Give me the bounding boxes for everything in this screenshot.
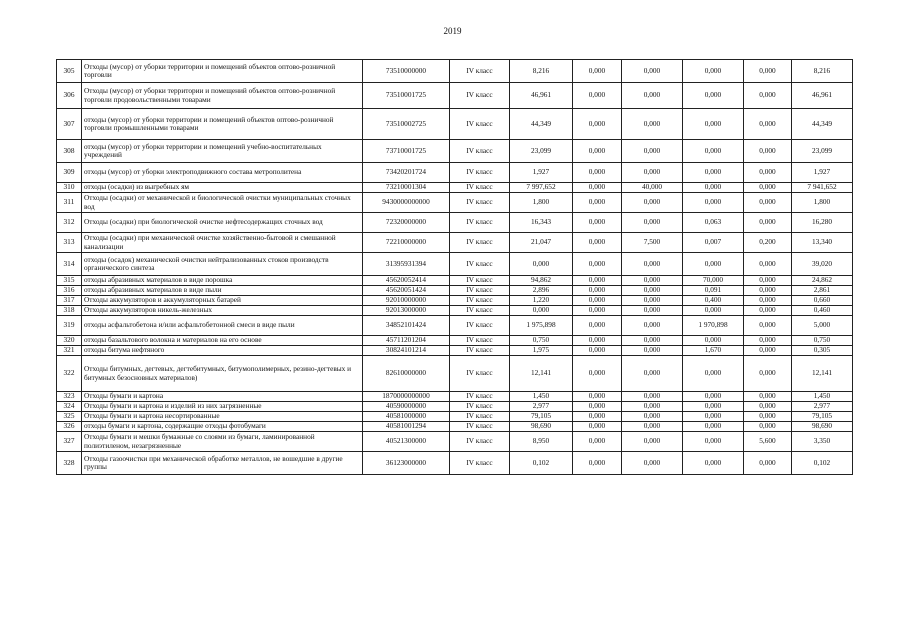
value-cell: 0,000 xyxy=(622,213,683,233)
value-cell: 0,000 xyxy=(573,356,622,392)
value-cell: 0,000 xyxy=(622,356,683,392)
row-number: 310 xyxy=(57,183,82,193)
row-number: 317 xyxy=(57,296,82,306)
table-row xyxy=(57,183,853,193)
waste-name: отходы абразивных материалов в виде порошка xyxy=(82,276,363,286)
value-cell: 7 997,652 xyxy=(510,183,573,193)
value-cell: 70,000 xyxy=(683,276,744,286)
value-cell: 0,000 xyxy=(683,336,744,346)
hazard-class: IV класс xyxy=(450,83,510,109)
value-cell: 0,000 xyxy=(683,422,744,432)
value-cell: 1 970,898 xyxy=(683,316,744,336)
value-cell: 0,000 xyxy=(573,193,622,213)
table-row xyxy=(57,296,853,306)
row-number: 315 xyxy=(57,276,82,286)
table-row xyxy=(57,60,853,83)
waste-name: Отходы газоочистки при механической обработке металлов, не вошедшие в другие группы xyxy=(82,452,363,475)
waste-name: Отходы (осадки) при механической очистке хозяйственно-бытовой и смешанной канализации xyxy=(82,233,363,253)
value-cell: 0,000 xyxy=(683,109,744,140)
value-cell: 0,000 xyxy=(573,233,622,253)
waste-code: 40581001294 xyxy=(363,422,450,432)
waste-name: отходы битума нефтяного xyxy=(82,346,363,356)
row-number: 327 xyxy=(57,432,82,452)
value-cell: 0,660 xyxy=(792,296,853,306)
row-number: 322 xyxy=(57,356,82,392)
value-cell: 0,000 xyxy=(744,422,792,432)
value-cell: 13,340 xyxy=(792,233,853,253)
waste-code: 73420201724 xyxy=(363,163,450,183)
value-cell: 0,000 xyxy=(573,336,622,346)
value-cell: 0,000 xyxy=(683,163,744,183)
value-cell: 16,343 xyxy=(510,213,573,233)
value-cell: 1,927 xyxy=(510,163,573,183)
value-cell: 46,961 xyxy=(510,83,573,109)
value-cell: 12,141 xyxy=(792,356,853,392)
waste-code: 73210001304 xyxy=(363,183,450,193)
value-cell: 8,216 xyxy=(792,60,853,83)
row-number: 318 xyxy=(57,306,82,316)
value-cell: 0,000 xyxy=(683,306,744,316)
value-cell: 0,000 xyxy=(683,412,744,422)
value-cell: 0,000 xyxy=(744,346,792,356)
value-cell: 0,102 xyxy=(792,452,853,475)
hazard-class: IV класс xyxy=(450,452,510,475)
value-cell: 0,000 xyxy=(744,286,792,296)
waste-code: 40581000000 xyxy=(363,412,450,422)
hazard-class: IV класс xyxy=(450,213,510,233)
value-cell: 2,896 xyxy=(510,286,573,296)
value-cell: 0,000 xyxy=(744,412,792,422)
waste-code: 40521300000 xyxy=(363,432,450,452)
value-cell: 79,105 xyxy=(510,412,573,422)
value-cell: 0,000 xyxy=(744,316,792,336)
hazard-class: IV класс xyxy=(450,60,510,83)
value-cell: 0,000 xyxy=(744,253,792,276)
value-cell: 0,305 xyxy=(792,346,853,356)
value-cell: 0,000 xyxy=(573,402,622,412)
value-cell: 0,200 xyxy=(744,233,792,253)
waste-code: 73710001725 xyxy=(363,140,450,163)
value-cell: 0,000 xyxy=(622,402,683,412)
value-cell: 1,927 xyxy=(792,163,853,183)
value-cell: 0,000 xyxy=(622,336,683,346)
value-cell: 46,961 xyxy=(792,83,853,109)
waste-name: Отходы (мусор) от уборки территории и помещений объектов оптово-розничной торговли xyxy=(82,60,363,83)
table-row xyxy=(57,356,853,392)
value-cell: 0,000 xyxy=(683,452,744,475)
waste-name: Отходы (осадки) от механической и биологической очистки муниципальных сточных вод xyxy=(82,193,363,213)
table-row xyxy=(57,193,853,213)
value-cell: 0,000 xyxy=(573,346,622,356)
row-number: 313 xyxy=(57,233,82,253)
value-cell: 0,000 xyxy=(744,356,792,392)
value-cell: 0,000 xyxy=(683,60,744,83)
waste-code: 9430000000000 xyxy=(363,193,450,213)
hazard-class: IV класс xyxy=(450,432,510,452)
waste-name: отходы (осадки) из выгребных ям xyxy=(82,183,363,193)
value-cell: 94,862 xyxy=(510,276,573,286)
table-row xyxy=(57,140,853,163)
value-cell: 0,750 xyxy=(510,336,573,346)
value-cell: 0,000 xyxy=(744,276,792,286)
value-cell: 0,000 xyxy=(573,163,622,183)
row-number: 308 xyxy=(57,140,82,163)
value-cell: 44,349 xyxy=(510,109,573,140)
value-cell: 1,450 xyxy=(510,392,573,402)
table-row xyxy=(57,163,853,183)
hazard-class: IV класс xyxy=(450,233,510,253)
value-cell: 0,102 xyxy=(510,452,573,475)
waste-code: 31395931394 xyxy=(363,253,450,276)
value-cell: 0,000 xyxy=(622,253,683,276)
value-cell: 12,141 xyxy=(510,356,573,392)
value-cell: 0,000 xyxy=(683,193,744,213)
waste-name: Отходы (мусор) от уборки территории и помещений объектов оптово-розничной торговли продовольственными товарами xyxy=(82,83,363,109)
value-cell: 0,000 xyxy=(573,296,622,306)
waste-name: отходы бумаги и картона, содержащие отходы фотобумаги xyxy=(82,422,363,432)
table-row xyxy=(57,253,853,276)
value-cell: 0,000 xyxy=(744,83,792,109)
hazard-class: IV класс xyxy=(450,356,510,392)
value-cell: 16,280 xyxy=(792,213,853,233)
table-row xyxy=(57,306,853,316)
value-cell: 0,000 xyxy=(744,193,792,213)
value-cell: 1 975,898 xyxy=(510,316,573,336)
value-cell: 0,000 xyxy=(622,452,683,475)
value-cell: 0,400 xyxy=(683,296,744,306)
value-cell: 5,000 xyxy=(792,316,853,336)
waste-name: Отходы бумаги и картона xyxy=(82,392,363,402)
value-cell: 40,000 xyxy=(622,183,683,193)
value-cell: 0,000 xyxy=(622,412,683,422)
value-cell: 98,690 xyxy=(792,422,853,432)
table-row xyxy=(57,109,853,140)
table-row xyxy=(57,422,853,432)
table-row xyxy=(57,336,853,346)
value-cell: 0,000 xyxy=(573,109,622,140)
row-number: 321 xyxy=(57,346,82,356)
value-cell: 2,861 xyxy=(792,286,853,296)
value-cell: 23,099 xyxy=(510,140,573,163)
table-row xyxy=(57,83,853,109)
value-cell: 0,000 xyxy=(744,452,792,475)
row-number: 324 xyxy=(57,402,82,412)
value-cell: 0,000 xyxy=(573,306,622,316)
table-row xyxy=(57,286,853,296)
value-cell: 0,000 xyxy=(622,306,683,316)
value-cell: 8,950 xyxy=(510,432,573,452)
table-row xyxy=(57,402,853,412)
hazard-class: IV класс xyxy=(450,109,510,140)
value-cell: 3,350 xyxy=(792,432,853,452)
value-cell: 0,000 xyxy=(744,109,792,140)
value-cell: 0,007 xyxy=(683,233,744,253)
hazard-class: IV класс xyxy=(450,163,510,183)
value-cell: 0,000 xyxy=(573,183,622,193)
hazard-class: IV класс xyxy=(450,392,510,402)
value-cell: 0,000 xyxy=(683,253,744,276)
value-cell: 1,670 xyxy=(683,346,744,356)
value-cell: 0,000 xyxy=(573,253,622,276)
value-cell: 1,800 xyxy=(510,193,573,213)
value-cell: 0,063 xyxy=(683,213,744,233)
value-cell: 0,000 xyxy=(744,402,792,412)
waste-code: 1870000000000 xyxy=(363,392,450,402)
hazard-class: IV класс xyxy=(450,316,510,336)
value-cell: 0,000 xyxy=(510,306,573,316)
value-cell: 0,000 xyxy=(683,402,744,412)
waste-name: отходы (мусор) от уборки территории и помещений учебно-воспитательных учреждений xyxy=(82,140,363,163)
row-number: 326 xyxy=(57,422,82,432)
waste-name: Отходы бумаги и картона и изделий из них загрязненные xyxy=(82,402,363,412)
value-cell: 0,000 xyxy=(744,296,792,306)
table-row xyxy=(57,233,853,253)
value-cell: 0,460 xyxy=(792,306,853,316)
waste-code: 30824101214 xyxy=(363,346,450,356)
waste-name: Отходы (осадки) при биологической очистке нефтесодержащих сточных вод xyxy=(82,213,363,233)
value-cell: 0,000 xyxy=(573,452,622,475)
row-number: 312 xyxy=(57,213,82,233)
row-number: 307 xyxy=(57,109,82,140)
row-number: 305 xyxy=(57,60,82,83)
row-number: 314 xyxy=(57,253,82,276)
value-cell: 0,000 xyxy=(622,109,683,140)
value-cell: 7 941,652 xyxy=(792,183,853,193)
value-cell: 39,020 xyxy=(792,253,853,276)
value-cell: 0,000 xyxy=(573,422,622,432)
waste-name: Отходы бумаги и картона несортированные xyxy=(82,412,363,422)
waste-name: отходы (мусор) от уборки территории и помещений объектов оптово-розничной торговли промышленными товарами xyxy=(82,109,363,140)
hazard-class: IV класс xyxy=(450,183,510,193)
table-body xyxy=(57,60,853,475)
value-cell: 0,000 xyxy=(573,140,622,163)
waste-name: Отходы бумаги и мешки бумажные со слоями из бумаги, ламинированной полиэтиленом, незагрязненные xyxy=(82,432,363,452)
value-cell: 0,000 xyxy=(573,213,622,233)
value-cell: 0,000 xyxy=(622,316,683,336)
waste-code: 45711201204 xyxy=(363,336,450,346)
page-number: 2019 xyxy=(443,26,462,36)
table-row xyxy=(57,276,853,286)
value-cell: 2,977 xyxy=(792,402,853,412)
table-row xyxy=(57,452,853,475)
waste-code: 72210000000 xyxy=(363,233,450,253)
value-cell: 5,600 xyxy=(744,432,792,452)
value-cell: 0,000 xyxy=(622,83,683,109)
value-cell: 24,862 xyxy=(792,276,853,286)
hazard-class: IV класс xyxy=(450,193,510,213)
row-number: 316 xyxy=(57,286,82,296)
value-cell: 0,000 xyxy=(683,392,744,402)
waste-name: Отходы битумных, дегтевых, дегтебитумных, битумополимерных, резино-дегтевых и битумных безосновных материалов) xyxy=(82,356,363,392)
row-number: 328 xyxy=(57,452,82,475)
value-cell: 1,800 xyxy=(792,193,853,213)
waste-code: 73510000000 xyxy=(363,60,450,83)
waste-code: 36123000000 xyxy=(363,452,450,475)
hazard-class: IV класс xyxy=(450,402,510,412)
row-number: 325 xyxy=(57,412,82,422)
waste-code: 34852101424 xyxy=(363,316,450,336)
value-cell: 0,000 xyxy=(744,183,792,193)
value-cell: 0,000 xyxy=(622,276,683,286)
waste-code: 73510002725 xyxy=(363,109,450,140)
waste-name: отходы асфальтобетона и/или асфальтобетонной смеси в виде пыли xyxy=(82,316,363,336)
waste-code: 45620051424 xyxy=(363,286,450,296)
hazard-class: IV класс xyxy=(450,306,510,316)
value-cell: 0,000 xyxy=(622,163,683,183)
value-cell: 0,000 xyxy=(573,316,622,336)
value-cell: 0,000 xyxy=(683,356,744,392)
value-cell: 44,349 xyxy=(792,109,853,140)
waste-code: 45620052414 xyxy=(363,276,450,286)
value-cell: 8,216 xyxy=(510,60,573,83)
waste-name: отходы (осадок) механической очистки нейтрализованных стоков производств органического синтеза xyxy=(82,253,363,276)
value-cell: 23,099 xyxy=(792,140,853,163)
value-cell: 0,000 xyxy=(683,83,744,109)
value-cell: 0,750 xyxy=(792,336,853,346)
waste-name: отходы базальтового волокна и материалов на его основе xyxy=(82,336,363,346)
waste-code: 73510001725 xyxy=(363,83,450,109)
waste-code: 40590000000 xyxy=(363,402,450,412)
hazard-class: IV класс xyxy=(450,286,510,296)
waste-code: 82610000000 xyxy=(363,356,450,392)
value-cell: 0,000 xyxy=(744,213,792,233)
waste-code: 92013000000 xyxy=(363,306,450,316)
value-cell: 0,000 xyxy=(744,140,792,163)
value-cell: 0,000 xyxy=(622,392,683,402)
waste-code: 92010000000 xyxy=(363,296,450,306)
value-cell: 0,000 xyxy=(683,432,744,452)
hazard-class: IV класс xyxy=(450,412,510,422)
hazard-class: IV класс xyxy=(450,253,510,276)
value-cell: 0,000 xyxy=(573,392,622,402)
value-cell: 1,220 xyxy=(510,296,573,306)
waste-name: отходы абразивных материалов в виде пыли xyxy=(82,286,363,296)
table-row xyxy=(57,316,853,336)
value-cell: 0,000 xyxy=(622,346,683,356)
value-cell: 0,000 xyxy=(573,412,622,422)
row-number: 311 xyxy=(57,193,82,213)
hazard-class: IV класс xyxy=(450,296,510,306)
value-cell: 0,000 xyxy=(744,392,792,402)
table-row xyxy=(57,412,853,422)
hazard-class: IV класс xyxy=(450,276,510,286)
value-cell: 0,000 xyxy=(510,253,573,276)
value-cell: 0,000 xyxy=(622,296,683,306)
row-number: 320 xyxy=(57,336,82,346)
value-cell: 0,000 xyxy=(622,286,683,296)
row-number: 323 xyxy=(57,392,82,402)
value-cell: 0,000 xyxy=(744,306,792,316)
value-cell: 7,500 xyxy=(622,233,683,253)
waste-code: 72320000000 xyxy=(363,213,450,233)
value-cell: 0,000 xyxy=(622,60,683,83)
hazard-class: IV класс xyxy=(450,346,510,356)
value-cell: 0,000 xyxy=(683,183,744,193)
waste-name: отходы (мусор) от уборки электроподвижного состава метрополитена xyxy=(82,163,363,183)
table-row xyxy=(57,213,853,233)
value-cell: 0,000 xyxy=(622,193,683,213)
value-cell: 2,977 xyxy=(510,402,573,412)
value-cell: 0,000 xyxy=(573,432,622,452)
value-cell: 0,000 xyxy=(573,60,622,83)
waste-table xyxy=(56,59,853,475)
value-cell: 0,000 xyxy=(573,276,622,286)
value-cell: 0,000 xyxy=(622,140,683,163)
value-cell: 0,091 xyxy=(683,286,744,296)
table-row xyxy=(57,432,853,452)
value-cell: 0,000 xyxy=(744,60,792,83)
value-cell: 1,975 xyxy=(510,346,573,356)
value-cell: 0,000 xyxy=(744,336,792,346)
row-number: 306 xyxy=(57,83,82,109)
hazard-class: IV класс xyxy=(450,140,510,163)
value-cell: 79,105 xyxy=(792,412,853,422)
value-cell: 1,450 xyxy=(792,392,853,402)
waste-name: Отходы аккумуляторов никель-железных xyxy=(82,306,363,316)
value-cell: 21,047 xyxy=(510,233,573,253)
value-cell: 0,000 xyxy=(573,286,622,296)
waste-name: Отходы аккумуляторов и аккумуляторных батарей xyxy=(82,296,363,306)
table-row xyxy=(57,346,853,356)
value-cell: 0,000 xyxy=(744,163,792,183)
hazard-class: IV класс xyxy=(450,422,510,432)
value-cell: 0,000 xyxy=(622,432,683,452)
value-cell: 0,000 xyxy=(622,422,683,432)
value-cell: 98,690 xyxy=(510,422,573,432)
value-cell: 0,000 xyxy=(683,140,744,163)
row-number: 309 xyxy=(57,163,82,183)
value-cell: 0,000 xyxy=(573,83,622,109)
hazard-class: IV класс xyxy=(450,336,510,346)
table-row xyxy=(57,392,853,402)
row-number: 319 xyxy=(57,316,82,336)
